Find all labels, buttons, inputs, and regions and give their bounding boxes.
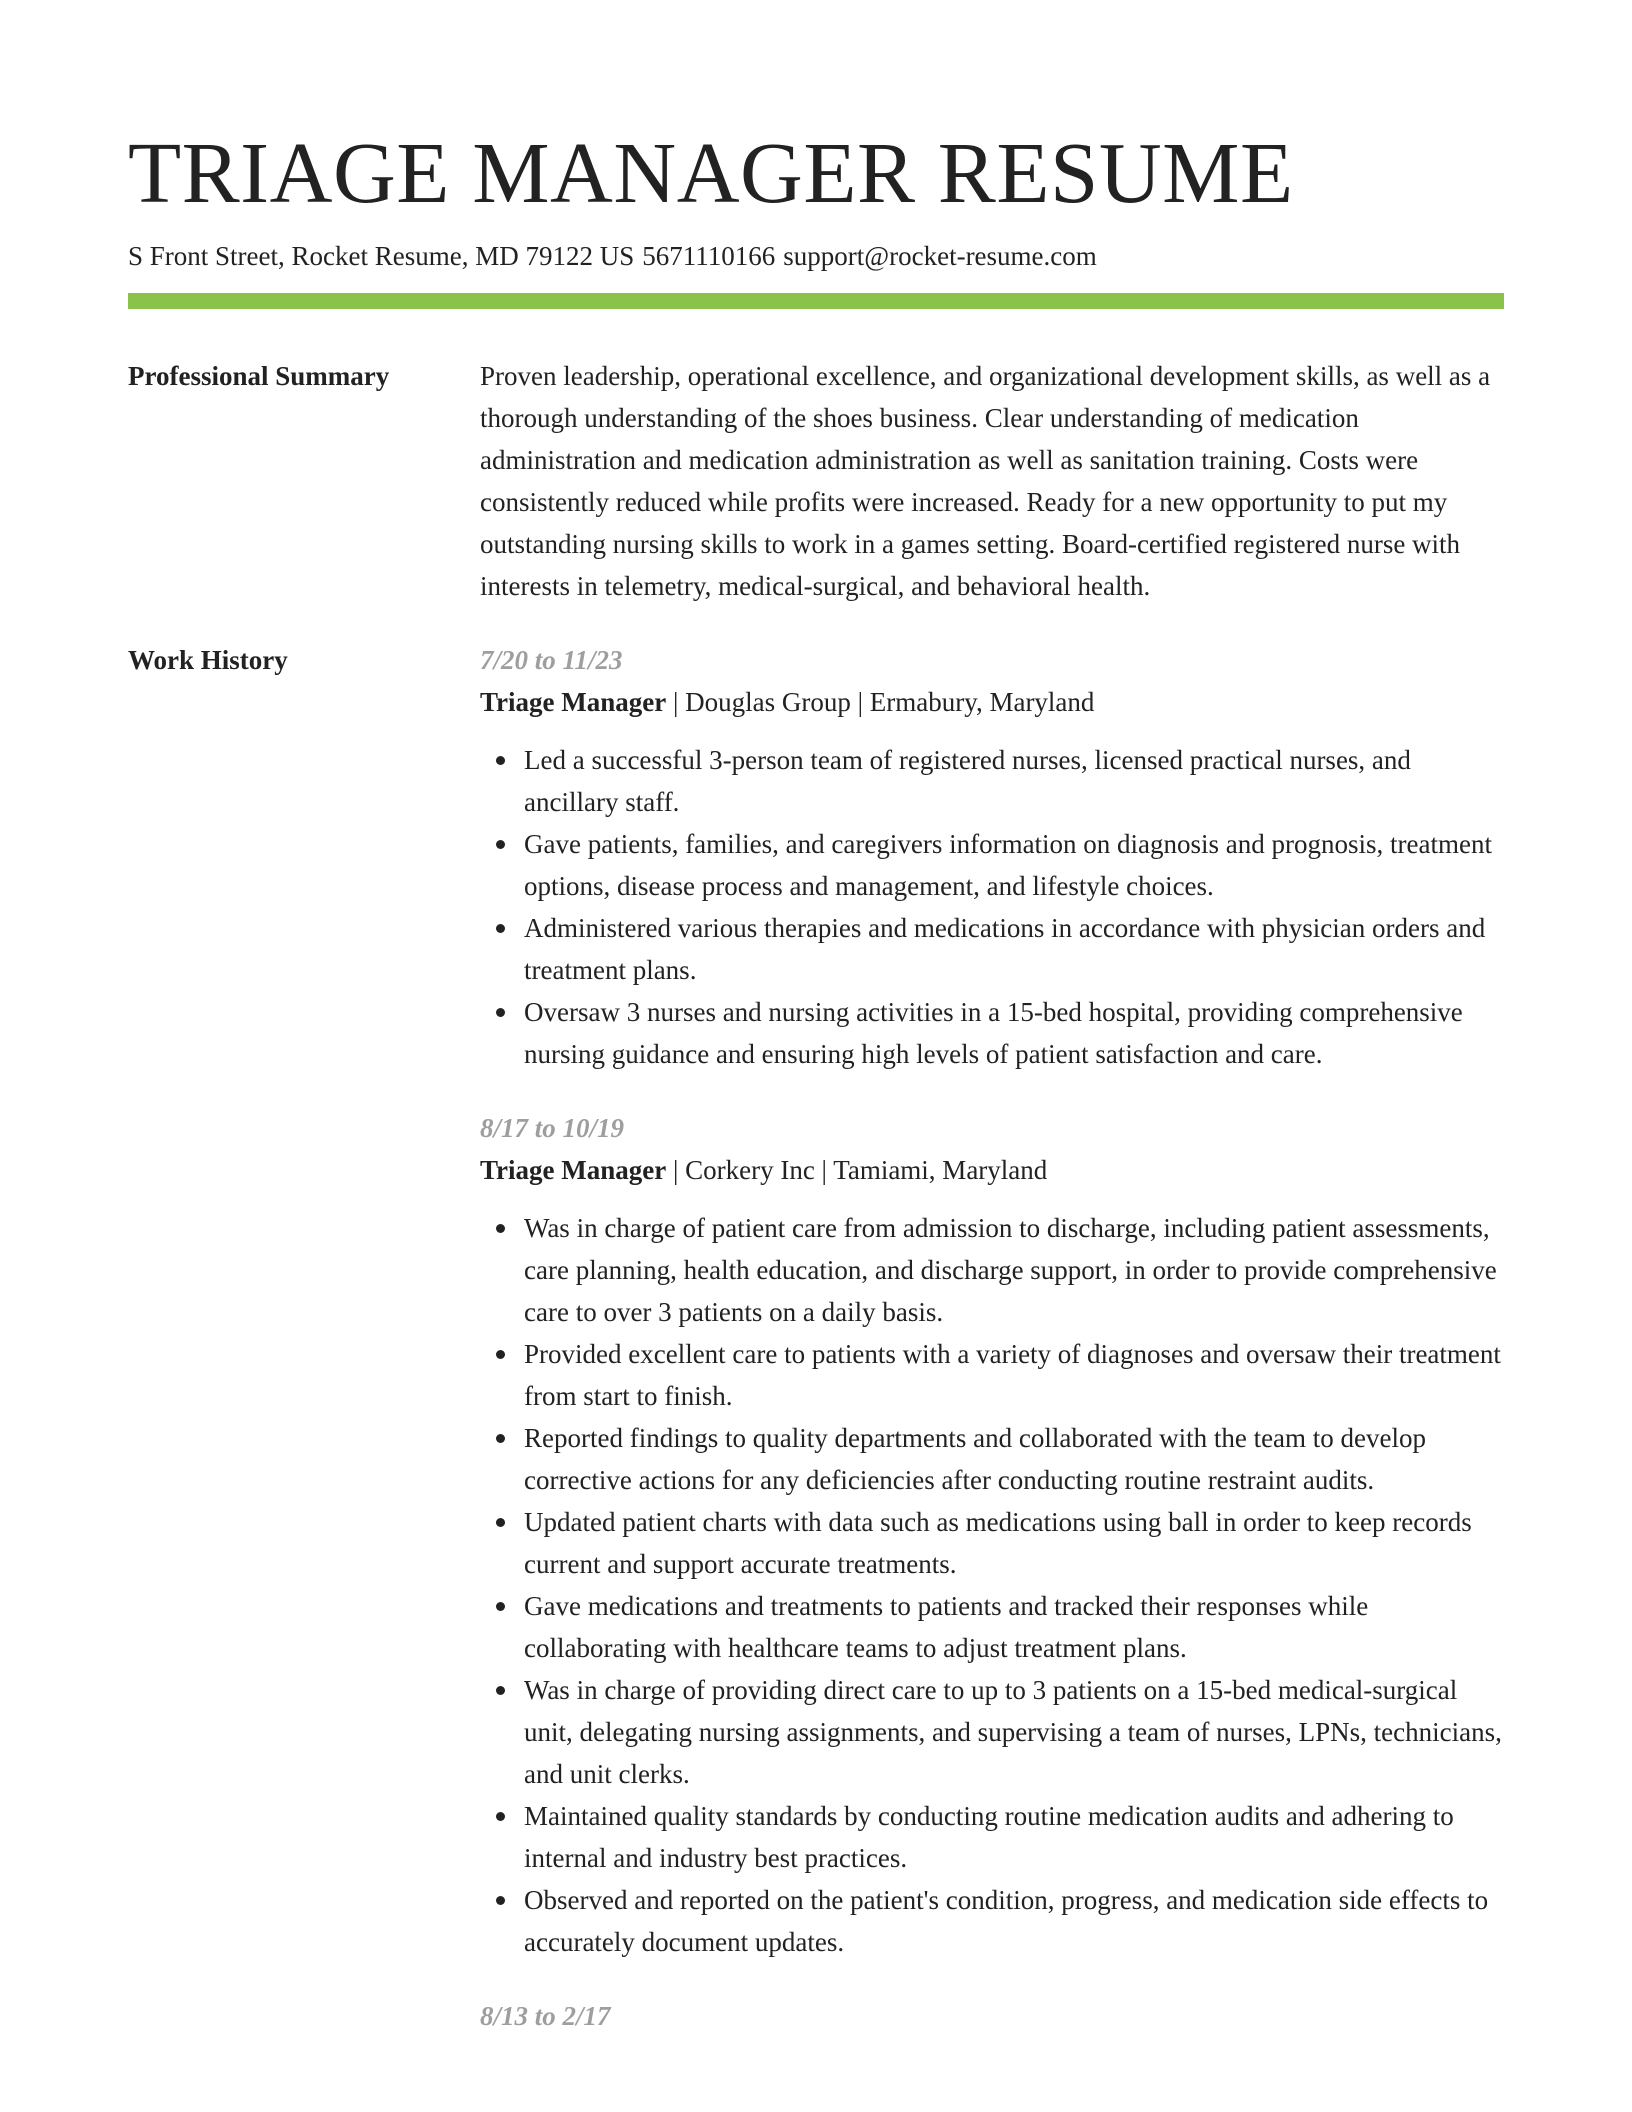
job-entry: [480, 1995, 1504, 2037]
job-bullet: Observed and reported on the patient's condition, progress, and medication side effects to accurately document updates.: [524, 1879, 1504, 1963]
work-history-body: [480, 639, 1504, 2069]
job-title: Triage Manager: [480, 687, 667, 717]
job-details: | Douglas Group | Ermabury, Maryland: [666, 687, 1095, 717]
job-entry: [480, 639, 1504, 1075]
professional-summary-section: [128, 355, 1504, 607]
job-bullet: Maintained quality standards by conducting routine medication audits and adhering to internal and industry best practices.: [524, 1795, 1504, 1879]
contact-phone: 5671110166: [642, 241, 776, 271]
job-heading: [480, 1149, 1504, 1191]
resume-title: TRIAGE MANAGER RESUME: [128, 124, 1294, 221]
summary-text: Proven leadership, operational excellence, and organizational development skills, as well as a thorough understanding of the shoes business. Clear understanding of medication administration and medication administration as well as sanitation training. Costs were consistently reduced while profits were increased. Ready for a new opportunity to put my outstanding nursing skills to work in a games setting. Board-certified registered nurse with interests in telemetry, medical-surgical, and behavioral health.: [480, 361, 1491, 601]
job-bullet: Reported findings to quality departments and collaborated with the team to develop corrective actions for any deficiencies after conducting routine restraint audits.: [524, 1417, 1504, 1501]
job-dates: 8/13 to 2/17: [480, 2001, 611, 2031]
job-heading: [480, 681, 1504, 723]
job-bullet-list: [480, 739, 1504, 1075]
job-entry: [480, 1107, 1504, 1963]
job-bullet: Was in charge of patient care from admission to discharge, including patient assessments, care planning, health education, and discharge support, in order to provide comprehensive care to over 3 patients on a daily basis.: [524, 1207, 1504, 1333]
resume-page: [128, 118, 1504, 2069]
job-details: | Corkery Inc | Tamiami, Maryland: [666, 1155, 1048, 1185]
summary-body: [480, 355, 1504, 607]
contact-address: S Front Street, Rocket Resume, MD 79122 US: [128, 241, 635, 271]
job-bullet: Gave patients, families, and caregivers information on diagnosis and prognosis, treatment options, disease process and management, and lifestyle choices.: [524, 823, 1504, 907]
work-history-section: [128, 639, 1504, 2069]
job-bullet: Oversaw 3 nurses and nursing activities in a 15-bed hospital, providing comprehensive nursing guidance and ensuring high levels of patient satisfaction and care.: [524, 991, 1504, 1075]
contact-line: [128, 238, 1504, 274]
job-title: Triage Manager: [480, 1155, 667, 1185]
job-bullet: Updated patient charts with data such as medications using ball in order to keep records current and support accurate treatments.: [524, 1501, 1504, 1585]
section-heading-summary: Professional Summary: [128, 361, 390, 391]
section-heading-work: Work History: [128, 645, 288, 675]
job-bullet: Provided excellent care to patients with a variety of diagnoses and oversaw their treatment from start to finish.: [524, 1333, 1504, 1417]
job-bullet-list: [480, 1207, 1504, 1963]
job-dates: 8/17 to 10/19: [480, 1113, 625, 1143]
job-bullet: Administered various therapies and medications in accordance with physician orders and treatment plans.: [524, 907, 1504, 991]
header-divider: [128, 293, 1504, 309]
contact-email[interactable]: support@rocket-resume.com: [783, 241, 1097, 271]
job-bullet: Led a successful 3-person team of registered nurses, licensed practical nurses, and ancillary staff.: [524, 739, 1504, 823]
job-bullet: Gave medications and treatments to patients and tracked their responses while collaborating with healthcare teams to adjust treatment plans.: [524, 1585, 1504, 1669]
job-bullet: Was in charge of providing direct care to up to 3 patients on a 15-bed medical-surgical unit, delegating nursing assignments, and supervising a team of nurses, LPNs, technicians, and unit clerks.: [524, 1669, 1504, 1795]
job-dates: 7/20 to 11/23: [480, 645, 623, 675]
